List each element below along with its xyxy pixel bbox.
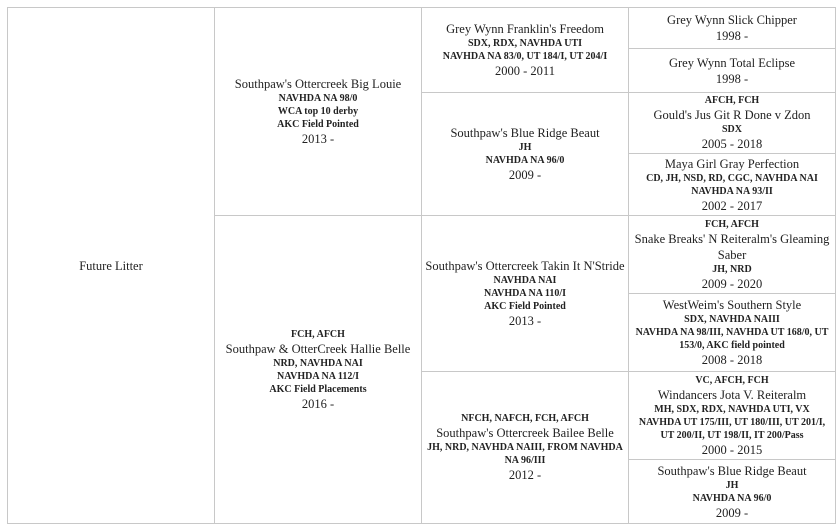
sire-dam-title: JH — [518, 142, 532, 153]
dd-sire-title: MH, SDX, RDX, NAVHDA UTI, VX NAVHDA UT 175/III, UT 180/III, UT 201/I, UT 200/II, UT 198/II, IT 200/Pass — [638, 403, 826, 441]
sd-dam-title: NAVHDA NA 93/II — [691, 185, 773, 197]
dam-sire-cell — [422, 216, 629, 372]
dd-dam-cell — [629, 460, 836, 524]
dam-dam-title-before: NFCH, NAFCH, FCH, AFCH — [461, 413, 589, 424]
dd-dam-title: JH — [725, 479, 739, 491]
dam-sire-dates: 2013 - — [508, 314, 542, 328]
ds-dam-title: NAVHDA NA 98/III, NAVHDA UT 168/0, UT 153/0, AKC field pointed — [635, 327, 829, 351]
dam-cell — [215, 216, 422, 524]
sire-dam-cell — [422, 93, 629, 216]
sire-dam-dates: 2009 - — [508, 168, 542, 182]
sd-dam-dates: 2002 - 2017 — [701, 198, 763, 213]
ds-dam-dates: 2008 - 2018 — [701, 353, 763, 367]
dam-title-before: FCH, AFCH — [291, 328, 345, 340]
pedigree-table — [7, 7, 836, 524]
sd-dam-title: CD, JH, NSD, RD, CGC, NAVHDA NAI — [646, 172, 818, 184]
sire-sire-title: SDX, RDX, NAVHDA UTI — [468, 38, 582, 49]
sire-name: Southpaw's Ottercreek Big Louie — [234, 77, 402, 91]
sire-sire-dates: 2000 - 2011 — [495, 64, 555, 78]
sd-sire-dates: 2005 - 2018 — [701, 137, 763, 151]
sd-sire-name: Gould's Jus Git R Done v Zdon — [653, 108, 811, 122]
subject-cell — [8, 8, 215, 524]
ss-sire-dates: 1998 - — [715, 29, 749, 43]
dam-dam-title: JH, NRD, NAVHDA NAIII, FROM NAVHDA NA 96/III — [427, 442, 623, 466]
sire-title: AKC Field Pointed — [277, 119, 359, 130]
dd-dam-dates: 2009 - — [715, 505, 749, 520]
ds-dam-title: SDX, NAVHDA NAIII — [684, 314, 780, 325]
sd-sire-title-before: AFCH, FCH — [704, 95, 760, 106]
dam-title: NRD, NAVHDA NAI — [273, 357, 363, 369]
sire-dates: 2013 - — [301, 132, 335, 146]
sd-dam-cell — [629, 154, 836, 216]
sire-dam-name: Southpaw's Blue Ridge Beaut — [450, 126, 600, 140]
ss-sire-cell — [629, 8, 836, 49]
dd-dam-title: NAVHDA NA 96/0 — [692, 492, 772, 504]
dd-sire-title-before: VC, AFCH, FCH — [695, 374, 769, 386]
subject-name: Future Litter — [79, 258, 143, 273]
ds-dam-name: WestWeim's Southern Style — [662, 298, 802, 312]
sd-sire-cell — [629, 93, 836, 154]
dam-dam-name: Southpaw's Ottercreek Bailee Belle — [436, 426, 614, 440]
dam-sire-title: NAVHDA NA 110/I — [483, 288, 567, 299]
ds-dam-cell — [629, 294, 836, 372]
ds-sire-cell — [629, 216, 836, 294]
dam-title: NAVHDA NA 112/I — [276, 370, 360, 382]
ss-dam-name: Grey Wynn Total Eclipse — [668, 55, 795, 70]
ds-sire-title-before: FCH, AFCH — [705, 218, 759, 230]
dd-dam-name: Southpaw's Blue Ridge Beaut — [657, 463, 807, 478]
dam-sire-title: AKC Field Pointed — [484, 301, 566, 312]
dam-sire-title: NAVHDA NAI — [493, 275, 557, 286]
dam-dam-cell — [422, 372, 629, 524]
ss-sire-name: Grey Wynn Slick Chipper — [667, 13, 797, 27]
sire-sire-cell — [422, 8, 629, 93]
sire-cell — [215, 8, 422, 216]
ds-sire-dates: 2009 - 2020 — [701, 276, 763, 291]
sire-dam-title: NAVHDA NA 96/0 — [485, 155, 565, 166]
sire-title: WCA top 10 derby — [277, 106, 359, 117]
dd-sire-cell — [629, 372, 836, 460]
dam-dates: 2016 - — [301, 396, 335, 411]
sd-dam-name: Maya Girl Gray Perfection — [664, 156, 800, 171]
ss-dam-dates: 1998 - — [715, 71, 749, 86]
dd-sire-name: Windancers Jota V. Reiteralm — [657, 387, 807, 402]
ds-sire-name: Snake Breaks' N Reiteralm's Gleaming Saber — [634, 231, 830, 262]
dd-sire-dates: 2000 - 2015 — [701, 442, 763, 457]
dam-sire-name: Southpaw's Ottercreek Takin It N'Stride — [425, 259, 625, 273]
sire-sire-title: NAVHDA NA 83/0, UT 184/I, UT 204/I — [442, 51, 608, 62]
dam-dam-dates: 2012 - — [508, 468, 542, 482]
ss-dam-cell — [629, 49, 836, 93]
sd-sire-title: SDX — [721, 124, 742, 135]
ds-sire-title: JH, NRD — [712, 263, 752, 275]
dam-name: Southpaw & OtterCreek Hallie Belle — [225, 341, 411, 356]
dam-title: AKC Field Placements — [269, 383, 367, 395]
sire-title: NAVHDA NA 98/0 — [278, 93, 358, 104]
sire-sire-name: Grey Wynn Franklin's Freedom — [446, 22, 604, 36]
